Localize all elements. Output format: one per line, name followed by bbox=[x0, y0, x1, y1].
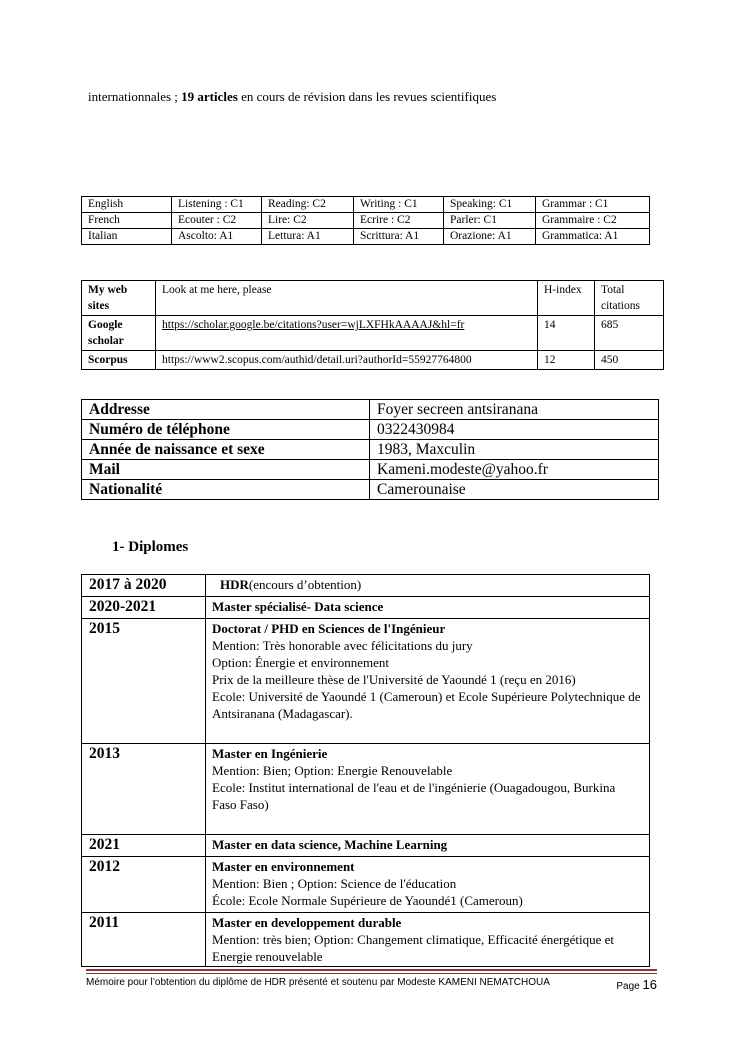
diplome-title-text: Master en developpement durable bbox=[212, 915, 402, 930]
language-skill: Grammar : C1 bbox=[536, 197, 650, 213]
intro-post: en cours de révision dans les revues scientifiques bbox=[237, 89, 497, 104]
diplome-line: Mention: Bien ; Option: Science de l'éducation bbox=[212, 876, 457, 891]
diplome-title bbox=[212, 620, 643, 637]
page-number: 16 bbox=[642, 977, 657, 992]
language-skill: Grammatica: A1 bbox=[536, 229, 650, 245]
diplomes-table bbox=[81, 574, 650, 967]
site-citations: 685 bbox=[595, 316, 664, 351]
diplome-title-text: Master en environnement bbox=[212, 859, 355, 874]
diplome-year: 2021 bbox=[82, 835, 206, 857]
info-key: Année de naissance et sexe bbox=[82, 440, 370, 460]
intro-bold: 19 articles bbox=[181, 89, 238, 104]
websites-label: My web sites bbox=[82, 281, 156, 316]
site-name: Scorpus bbox=[82, 351, 156, 370]
diplome-year: 2012 bbox=[82, 857, 206, 913]
diplome-line: École: Ecole Normale Supérieure de Yaoundé1 (Cameroun) bbox=[212, 893, 523, 908]
info-row bbox=[82, 400, 659, 420]
diplome-line: Prix de la meilleure thèse de l'Université de Yaoundé 1 (reçu en 2016) bbox=[212, 672, 576, 687]
diplome-title-text: Doctorat / PHD en Sciences de l'Ingénieur bbox=[212, 621, 446, 636]
diplome-row bbox=[82, 835, 650, 857]
site-name: Google scholar bbox=[82, 316, 156, 351]
info-key: Addresse bbox=[82, 400, 370, 420]
info-value: Kameni.modeste@yahoo.fr bbox=[370, 460, 659, 480]
diplome-detail bbox=[206, 857, 650, 913]
diplome-title-text: HDR bbox=[220, 577, 249, 592]
diplome-title-text: Master spécialisé- Data science bbox=[212, 599, 384, 614]
info-key: Nationalité bbox=[82, 480, 370, 500]
language-skill: Parler: C1 bbox=[444, 213, 536, 229]
personal-info-table bbox=[81, 399, 659, 500]
diplome-line: Mention: Bien; Option: Energie Renouvelable bbox=[212, 763, 453, 778]
citations-header: Total citations bbox=[595, 281, 664, 316]
language-skill: Speaking: C1 bbox=[444, 197, 536, 213]
websites-table bbox=[81, 280, 664, 370]
footer-rule bbox=[86, 969, 657, 971]
diplome-row bbox=[82, 744, 650, 835]
diplome-year: 2017 à 2020 bbox=[82, 575, 206, 597]
language-row bbox=[82, 229, 650, 245]
footer-rule-thin bbox=[86, 973, 657, 974]
scholar-link[interactable]: https://scholar.google.be/citations?user=wjLXFHkAAAAJ&hl=fr bbox=[162, 319, 465, 331]
diplome-line: Mention: Très honorable avec félicitations du jury bbox=[212, 638, 473, 653]
info-row bbox=[82, 480, 659, 500]
language-skill: Grammaire : C2 bbox=[536, 213, 650, 229]
diplome-title bbox=[212, 836, 643, 853]
info-value: Foyer secreen antsiranana bbox=[370, 400, 659, 420]
diplome-detail bbox=[206, 744, 650, 835]
language-skill: Lettura: A1 bbox=[262, 229, 354, 245]
language-row bbox=[82, 213, 650, 229]
language-skill: Ecrire : C2 bbox=[354, 213, 444, 229]
diplome-title-text: Master en Ingénierie bbox=[212, 746, 328, 761]
diplome-line: Ecole: Institut international de l'eau et de l'ingénierie (Ouagadougou, Burkina Faso Faso) bbox=[212, 780, 616, 812]
websites-row bbox=[82, 316, 664, 351]
scopus-url: https://www2.scopus.com/authid/detail.uri?authorId=55927764800 bbox=[156, 351, 538, 370]
language-row bbox=[82, 197, 650, 213]
websites-header-row bbox=[82, 281, 664, 316]
diplome-year: 2011 bbox=[82, 913, 206, 967]
diplome-title bbox=[212, 598, 643, 615]
language-skill: Scrittura: A1 bbox=[354, 229, 444, 245]
intro-pre: internationnales ; bbox=[88, 89, 182, 104]
diplome-title-text: Master en data science, Machine Learning bbox=[212, 837, 448, 852]
language-skill: Orazione: A1 bbox=[444, 229, 536, 245]
language-skill: Ascolto: A1 bbox=[172, 229, 262, 245]
websites-row bbox=[82, 351, 664, 370]
websites-intro: Look at me here, please bbox=[156, 281, 538, 316]
info-key: Mail bbox=[82, 460, 370, 480]
diplome-line: Option: Énergie et environnement bbox=[212, 655, 390, 670]
diplome-detail bbox=[206, 619, 650, 744]
diplome-row bbox=[82, 857, 650, 913]
diplome-detail bbox=[206, 835, 650, 857]
language-skill: Reading: C2 bbox=[262, 197, 354, 213]
language-skill: Ecouter : C2 bbox=[172, 213, 262, 229]
hindex-header: H-index bbox=[538, 281, 595, 316]
diplome-year: 2013 bbox=[82, 744, 206, 835]
languages-table bbox=[81, 196, 650, 245]
diplome-row bbox=[82, 913, 650, 967]
diplome-row bbox=[82, 619, 650, 744]
info-value: 0322430984 bbox=[370, 420, 659, 440]
diplome-year: 2015 bbox=[82, 619, 206, 744]
diplome-line: Ecole: Université de Yaoundé 1 (Cameroun) et Ecole Supérieure Polytechnique de Antsiranana (Madagascar). bbox=[212, 689, 641, 721]
language-skill: Listening : C1 bbox=[172, 197, 262, 213]
info-row bbox=[82, 460, 659, 480]
language-name: English bbox=[82, 197, 172, 213]
diplome-detail bbox=[206, 597, 650, 619]
language-skill: Lire: C2 bbox=[262, 213, 354, 229]
diplome-title bbox=[212, 576, 643, 593]
language-name: French bbox=[82, 213, 172, 229]
site-hindex: 14 bbox=[538, 316, 595, 351]
info-key: Numéro de téléphone bbox=[82, 420, 370, 440]
diplome-title bbox=[212, 745, 643, 762]
diplomes-heading: 1- Diplomes bbox=[112, 539, 189, 555]
footer-text: Mémoire pour l’obtention du diplôme de HDR présenté et soutenu par Modeste KAMENI NEMATCHOUA bbox=[86, 977, 550, 988]
diplome-title-note: (encours d’obtention) bbox=[248, 577, 362, 592]
diplome-detail bbox=[206, 575, 650, 597]
diplome-row bbox=[82, 575, 650, 597]
diplome-year: 2020-2021 bbox=[82, 597, 206, 619]
info-value: 1983, Maxculin bbox=[370, 440, 659, 460]
language-skill: Writing : C1 bbox=[354, 197, 444, 213]
info-value: Camerounaise bbox=[370, 480, 659, 500]
diplome-row bbox=[82, 597, 650, 619]
diplome-line: Mention: très bien; Option: Changement climatique, Efficacité énergétique et Energie renouvelable bbox=[212, 932, 615, 964]
info-row bbox=[82, 440, 659, 460]
diplome-detail bbox=[206, 913, 650, 967]
page-label: Page bbox=[616, 981, 640, 992]
diplome-title bbox=[212, 914, 643, 931]
language-name: Italian bbox=[82, 229, 172, 245]
page-number-group bbox=[616, 977, 657, 992]
site-citations: 450 bbox=[595, 351, 664, 370]
diplome-title bbox=[212, 858, 643, 875]
intro-text bbox=[88, 89, 496, 105]
info-row bbox=[82, 420, 659, 440]
site-hindex: 12 bbox=[538, 351, 595, 370]
